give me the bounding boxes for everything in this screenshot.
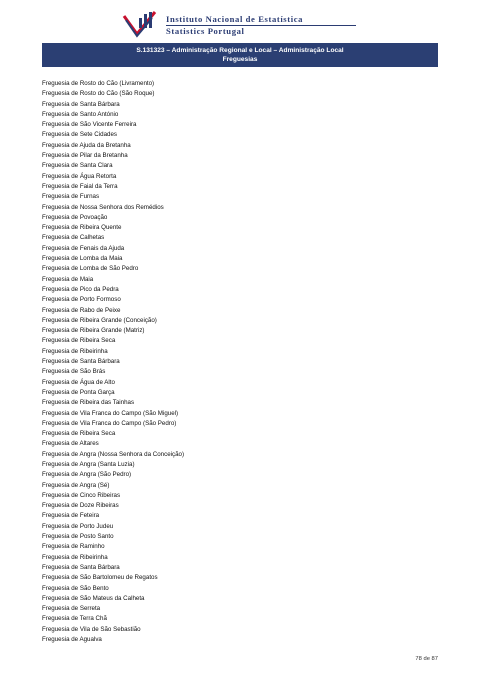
list-item: Freguesia de Angra (Santa Luzia) bbox=[42, 460, 135, 468]
list-item: Freguesia de São Bartolomeu de Regatos bbox=[42, 574, 158, 582]
ine-logo-icon bbox=[122, 10, 158, 38]
list-item: Freguesia de Vila Franca do Campo (São Pedro) bbox=[42, 419, 177, 427]
section-banner bbox=[42, 43, 438, 67]
list-item: Freguesia de Feteira bbox=[42, 512, 100, 520]
list-item: Freguesia de Santa Bárbara bbox=[42, 100, 120, 108]
org-name-pt: Instituto Nacional de Estatística bbox=[166, 14, 304, 24]
list-item: Freguesia de Povoação bbox=[42, 213, 108, 221]
list-item: Freguesia de Ribeirinha bbox=[42, 347, 108, 355]
list-item: Freguesia de Cinco Ribeiras bbox=[42, 491, 121, 499]
list-item: Freguesia de Vila de São Sebastião bbox=[42, 625, 141, 633]
list-item: Freguesia de Santo António bbox=[42, 110, 119, 118]
list-item: Freguesia de Lomba de São Pedro bbox=[42, 265, 139, 273]
list-item: Freguesia de Santa Bárbara bbox=[42, 358, 120, 366]
list-item: Freguesia de Angra (Nossa Senhora da Conceição) bbox=[42, 450, 185, 458]
list-item: Freguesia de Ribeira Quente bbox=[42, 224, 122, 232]
list-item: Freguesia de São Mateus da Calheta bbox=[42, 594, 145, 602]
list-item: Freguesia de Calhetas bbox=[42, 234, 105, 242]
page-header bbox=[0, 0, 480, 42]
list-item: Freguesia de Pilar da Bretanha bbox=[42, 152, 128, 160]
list-item: Freguesia de Serreta bbox=[42, 605, 101, 613]
list-item: Freguesia de Água Retorta bbox=[42, 172, 117, 180]
list-item: Freguesia de Ribeira Grande (Conceição) bbox=[42, 316, 157, 324]
list-item: Freguesia de Nossa Senhora dos Remédios bbox=[42, 203, 164, 211]
list-item: Freguesia de Posto Santo bbox=[42, 533, 114, 541]
list-item: Freguesia de Ribeirinha bbox=[42, 553, 108, 561]
section-title: S.131323 – Administração Regional e Local – Administração Local bbox=[136, 47, 344, 54]
list-item: Freguesia de Ribeira das Tainhas bbox=[42, 399, 135, 407]
list-item: Freguesia de Altares bbox=[42, 440, 99, 448]
list-item: Freguesia de Angra (São Pedro) bbox=[42, 471, 132, 479]
list-item: Freguesia de Angra (Sé) bbox=[42, 481, 110, 489]
list-item: Freguesia de Ribeira Seca bbox=[42, 430, 116, 438]
list-item: Freguesia de Santa Bárbara bbox=[42, 563, 120, 571]
list-item: Freguesia de Agualva bbox=[42, 636, 102, 644]
list-item: Freguesia de Rosto do Cão (Livramento) bbox=[42, 80, 155, 87]
list-item: Freguesia de Raminho bbox=[42, 543, 105, 551]
list-item: Freguesia de Água de Alto bbox=[42, 378, 115, 386]
org-name bbox=[166, 14, 303, 36]
list-item: Freguesia de Ribeira Grande (Matriz) bbox=[42, 327, 145, 335]
list-item: Freguesia de Porto Formoso bbox=[42, 296, 121, 304]
list-item: Freguesia de Pico da Pedra bbox=[42, 285, 119, 293]
freguesia-list bbox=[42, 79, 184, 645]
list-item: Freguesia de Santa Clara bbox=[42, 162, 113, 170]
list-item: Freguesia de São Bento bbox=[42, 584, 109, 592]
list-item: Freguesia de Porto Judeu bbox=[42, 522, 114, 530]
org-name-en: Statistics Portugal bbox=[166, 26, 245, 36]
list-item: Freguesia de Fenais da Ajuda bbox=[42, 244, 125, 252]
list-item: Freguesia de Terra Chã bbox=[42, 615, 107, 623]
list-item: Freguesia de Sete Cidades bbox=[42, 131, 117, 139]
org-divider bbox=[166, 25, 356, 26]
list-item: Freguesia de Lomba da Maia bbox=[42, 255, 123, 263]
list-item: Freguesia de Furnas bbox=[42, 193, 100, 201]
list-item: Freguesia de São Vicente Ferreira bbox=[42, 121, 137, 129]
list-item: Freguesia de Rabo de Peixe bbox=[42, 306, 121, 314]
list-item: Freguesia de São Brás bbox=[42, 368, 106, 376]
list-item: Freguesia de Faial da Terra bbox=[42, 182, 118, 190]
list-item: Freguesia de Ribeira Seca bbox=[42, 337, 116, 345]
list-item: Freguesia de Doze Ribeiras bbox=[42, 502, 119, 510]
list-item: Freguesia de Vila Franca do Campo (São Miguel) bbox=[42, 409, 179, 417]
page-number: 78 de 87 bbox=[415, 656, 438, 662]
list-item: Freguesia de Ponta Garça bbox=[42, 388, 115, 396]
section-subtitle: Freguesias bbox=[222, 56, 258, 63]
list-item: Freguesia de Ajuda da Bretanha bbox=[42, 141, 131, 149]
list-item: Freguesia de Rosto do Cão (São Roque) bbox=[42, 90, 155, 98]
list-item: Freguesia de Maia bbox=[42, 275, 94, 283]
